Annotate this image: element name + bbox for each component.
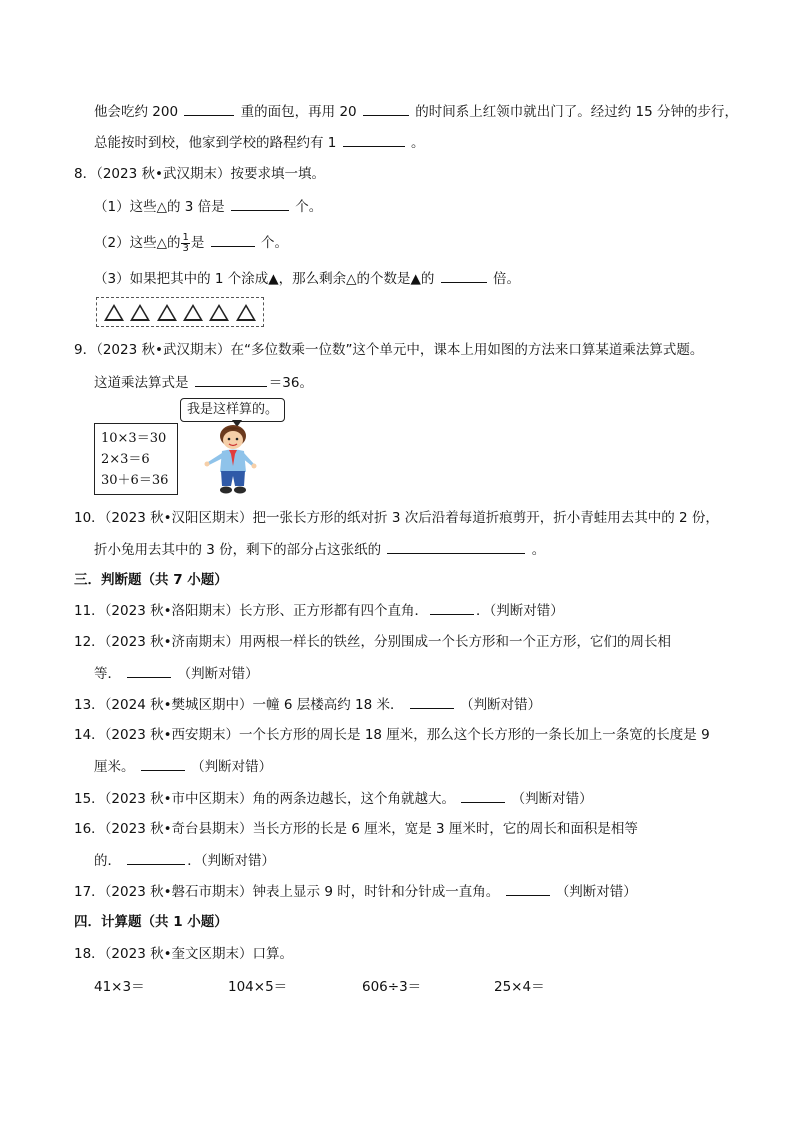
answer-blank[interactable] xyxy=(127,663,171,678)
q12-line1: 12．（2023 秋•济南期末）用两根一样长的铁丝，分别围成一个长方形和一个正方形，它们的周长相 xyxy=(74,634,672,650)
q11 xyxy=(74,600,564,621)
triangle-icon xyxy=(209,304,229,321)
q8-p1-unit: 个。 xyxy=(295,199,323,215)
fraction-numerator: 1 xyxy=(182,231,189,243)
q16-text: 的． xyxy=(94,853,121,869)
q14-line1: 14．（2023 秋•西安期末）一个长方形的周长是 18 厘米，那么这个长方形的一条长加上一条宽的长度是 9 xyxy=(74,727,710,743)
q7-line1 xyxy=(94,101,738,122)
q7-text-e: 。 xyxy=(410,135,425,151)
q12-text: 等． xyxy=(94,666,121,682)
q7-text-c: 的时间系上红领巾就出门了。经过约 15 分钟的步行， xyxy=(415,104,738,120)
q16-line1: 16．（2023 秋•奇台县期末）当长方形的长是 6 厘米，宽是 3 厘米时，它的周长和面积是相等 xyxy=(74,821,638,837)
q8-p2-is: 是 xyxy=(190,235,205,251)
q17-tail: （判断对错） xyxy=(555,884,637,900)
triangle-icon xyxy=(183,304,203,321)
calc-line: 2×3＝6 xyxy=(101,452,150,467)
q17 xyxy=(74,881,637,902)
q13-text: 13．（2024 秋•樊城区期中）一幢 6 层楼高约 18 米． xyxy=(74,697,404,713)
q7-line2 xyxy=(94,132,424,153)
section-heading-calculation: 四．计算题（共 1 小题） xyxy=(74,914,228,930)
q9-text: 这道乘法算式是 xyxy=(94,375,189,391)
boy-illustration xyxy=(200,424,262,496)
answer-blank[interactable] xyxy=(387,539,525,554)
q14-line2 xyxy=(94,756,272,777)
triangle-icon xyxy=(157,304,177,321)
answer-blank[interactable] xyxy=(343,132,405,147)
q10-end: 。 xyxy=(531,542,546,558)
q8-p3-text: （3）如果把其中的 1 个涂成▲，那么剩余△的个数是▲的 xyxy=(94,271,435,287)
q7-text-d: 总能按时到校，他家到学校的路程约有 1 xyxy=(94,135,337,151)
q12-tail: （判断对错） xyxy=(177,666,259,682)
triangle-icon xyxy=(236,304,256,321)
q18-item: 25×4＝ xyxy=(494,979,545,995)
q12-line2 xyxy=(94,663,259,684)
q15-tail: （判断对错） xyxy=(511,791,593,807)
q18-item: 104×5＝ xyxy=(228,979,288,995)
answer-blank[interactable] xyxy=(211,232,255,247)
q17-text: 17．（2023 秋•磐石市期末）钟表上显示 9 时，时针和分针成一直角。 xyxy=(74,884,500,900)
q10-line2 xyxy=(94,539,545,560)
q18-item: 606÷3＝ xyxy=(362,979,422,995)
q8-p1-text: （1）这些△的 3 倍是 xyxy=(94,199,225,215)
q9-line2 xyxy=(94,372,313,393)
q11-text: 11．（2023 秋•洛阳期末）长方形、正方形都有四个直角． xyxy=(74,603,429,619)
answer-blank[interactable] xyxy=(363,101,409,116)
triangle-icon xyxy=(130,304,150,321)
section-heading-judgement: 三．判断题（共 7 小题） xyxy=(74,572,228,588)
triangle-figure-box xyxy=(96,297,264,327)
q8-part1 xyxy=(94,196,322,217)
q16-line2 xyxy=(94,850,275,871)
q7-text-b: 重的面包，再用 20 xyxy=(240,104,357,120)
answer-blank[interactable] xyxy=(461,788,505,803)
answer-blank[interactable] xyxy=(127,850,185,865)
triangle-icon xyxy=(104,304,124,321)
q13 xyxy=(74,694,541,715)
q8-part3 xyxy=(94,268,520,289)
q9-result: ＝36。 xyxy=(268,375,313,391)
q7-text-a: 他会吃约 200 xyxy=(94,104,179,120)
q14-text: 厘米。 xyxy=(94,759,135,775)
answer-blank[interactable] xyxy=(184,101,234,116)
q8-p2-text: （2）这些△的 xyxy=(94,235,181,251)
q9-stem: 9．（2023 秋•武汉期末）在“多位数乘一位数”这个单元中，课本上用如图的方法来口算某道乘法算式题。 xyxy=(74,342,704,358)
q8-p3-unit: 倍。 xyxy=(493,271,521,287)
answer-blank[interactable] xyxy=(430,600,474,615)
answer-blank[interactable] xyxy=(141,756,185,771)
q8-p2-unit: 个。 xyxy=(260,235,288,251)
calculation-box xyxy=(94,423,178,495)
q18-item: 41×3＝ xyxy=(94,979,145,995)
q13-tail: （判断对错） xyxy=(460,697,542,713)
q8-part2 xyxy=(94,232,288,254)
fraction-one-third xyxy=(181,233,189,254)
fraction-denominator: 3 xyxy=(182,242,189,254)
calc-line: 10×3＝30 xyxy=(101,431,167,446)
q15 xyxy=(74,788,593,809)
answer-blank[interactable] xyxy=(195,372,267,387)
calc-line: 30＋6＝36 xyxy=(101,473,169,488)
q16-tail: ．（判断对错） xyxy=(187,853,276,869)
q8-stem: 8．（2023 秋•武汉期末）按要求填一填。 xyxy=(74,166,325,182)
q14-tail: （判断对错） xyxy=(191,759,273,775)
q10-text: 折小兔用去其中的 3 份，剩下的部分占这张纸的 xyxy=(94,542,382,558)
q10-line1: 10．（2023 秋•汉阳区期末）把一张长方形的纸对折 3 次后沿着每道折痕剪开，折小青蛙用去其中的 2 份， xyxy=(74,510,719,526)
q18-stem: 18．（2023 秋•奎文区期末）口算。 xyxy=(74,946,294,962)
answer-blank[interactable] xyxy=(506,881,550,896)
q11-tail: ．（判断对错） xyxy=(476,603,564,619)
answer-blank[interactable] xyxy=(231,196,289,211)
answer-blank[interactable] xyxy=(410,694,454,709)
q15-text: 15．（2023 秋•市中区期末）角的两条边越长，这个角就越大。 xyxy=(74,791,456,807)
speech-bubble: 我是这样算的。 xyxy=(180,398,285,422)
answer-blank[interactable] xyxy=(441,268,487,283)
